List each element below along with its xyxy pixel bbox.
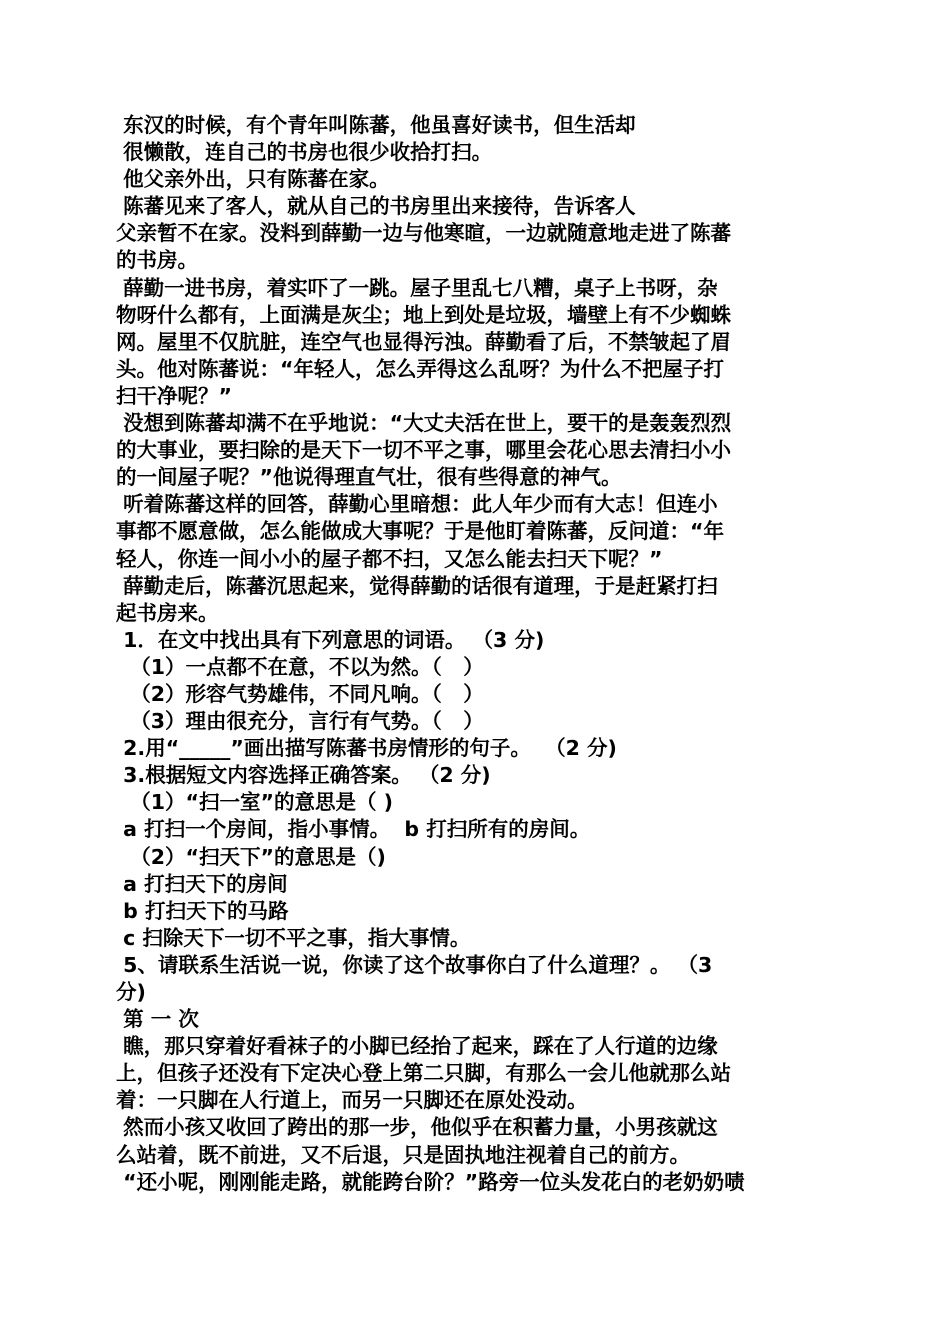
text-line: 父亲暂不在家。没料到薛勤一边与他寒暄，一边就随意地走进了陈蕃 xyxy=(116,221,731,246)
text-line: 上，但孩子还没有下定决心登上第二只脚，有那么一会儿他就那么站 xyxy=(116,1061,731,1086)
question-line: b 打扫天下的马路 xyxy=(116,898,289,923)
text-line: 的大事业，要扫除的是天下一切不平之事，哪里会花心思去清扫小小 xyxy=(116,438,731,463)
text-line: 物呀什么都有，上面满是灰尘；地上到处是垃圾，墙壁上有不少蜘蛛 xyxy=(116,302,731,327)
text-line: 瞧，那只穿着好看袜子的小脚已经抬了起来，踩在了人行道的边缘 xyxy=(116,1034,718,1059)
question-line: 3.根据短文内容选择正确答案。 （2 分) xyxy=(116,763,491,788)
text-line: 着：一只脚在人行道上，而另一只脚还在原处没动。 xyxy=(116,1088,588,1113)
question-line: 2.用“_____”画出描写陈蕃书房情形的句子。 （2 分) xyxy=(116,736,617,761)
text-line: 头。他对陈蕃说：“年轻人，怎么弄得这么乱呀？为什么不把屋子打 xyxy=(116,356,724,381)
question-line: （2）形容气势雄伟，不同凡响。（ ） xyxy=(116,681,484,706)
text-line: 听着陈蕃这样的回答，薛勤心里暗想：此人年少而有大志！但连小 xyxy=(116,492,718,517)
question-line: （2）“扫天下”的意思是（) xyxy=(116,844,386,869)
text-line: 薛勤一进书房，着实吓了一跳。屋子里乱七八糟，桌子上书呀，杂 xyxy=(116,275,718,300)
text-line: 轻人，你连一间小小的屋子都不扫，又怎么能去扫天下呢？” xyxy=(116,546,663,571)
question-line: （3）理由很充分，言行有气势。（ ） xyxy=(116,709,484,734)
text-line: 然而小孩又收回了跨出的那一步，他似乎在积蓄力量，小男孩就这 xyxy=(116,1115,718,1140)
document-text xyxy=(116,112,840,1196)
text-line: 扫干净呢？” xyxy=(116,383,232,408)
text-line: 薛勤走后，陈蕃沉思起来，觉得薛勤的话很有道理，于是赶紧打扫 xyxy=(116,573,718,598)
text-line: 的书房。 xyxy=(116,248,198,273)
text-line: 网。屋里不仅肮脏，连空气也显得污浊。薛勤看了后，不禁皱起了眉 xyxy=(116,329,731,354)
text-line: 陈蕃见来了客人，就从自己的书房里出来接待，告诉客人 xyxy=(116,194,636,219)
text-line: 没想到陈蕃却满不在乎地说：“大丈夫活在世上，要干的是轰轰烈烈 xyxy=(116,411,732,436)
question-line: （1）“扫一室”的意思是（ ) xyxy=(116,790,393,815)
text-line: 他父亲外出，只有陈蕃在家。 xyxy=(116,167,390,192)
text-line: “还小呢，刚刚能走路，就能跨台阶？”路旁一位头发花白的老奶奶啧 xyxy=(116,1169,745,1194)
question-line: （1）一点都不在意，不以为然。（ ） xyxy=(116,654,484,679)
text-line: 事都不愿意做，怎么能做成大事呢？于是他盯着陈蕃，反问道：“年 xyxy=(116,519,724,544)
question-line: a 打扫一个房间，指小事情。 b 打扫所有的房间。 xyxy=(116,817,591,842)
question-line: a 打扫天下的房间 xyxy=(116,871,288,896)
question-line: 1．在文中找出具有下列意思的词语。 （3 分) xyxy=(116,627,545,652)
question-line: 分) xyxy=(116,980,146,1004)
text-line: 东汉的时候，有个青年叫陈蕃，他虽喜好读书，但生活却 xyxy=(116,113,636,137)
question-line: c 扫除天下一切不平之事，指大事情。 xyxy=(116,925,471,950)
text-line: 的一间屋子呢？”他说得理直气壮，很有些得意的神气。 xyxy=(116,465,622,490)
text-line: 么站着，既不前进，又不后退，只是固执地注视着自己的前方。 xyxy=(116,1142,690,1167)
text-line: 起书房来。 xyxy=(116,600,219,625)
question-line: 5、请联系生活说一说，你读了这个故事你白了什么道理？。 （3 xyxy=(116,952,713,977)
text-line: 很懒散，连自己的书房也很少收拾打扫。 xyxy=(116,140,493,165)
section-title: 第 一 次 xyxy=(116,1007,199,1032)
